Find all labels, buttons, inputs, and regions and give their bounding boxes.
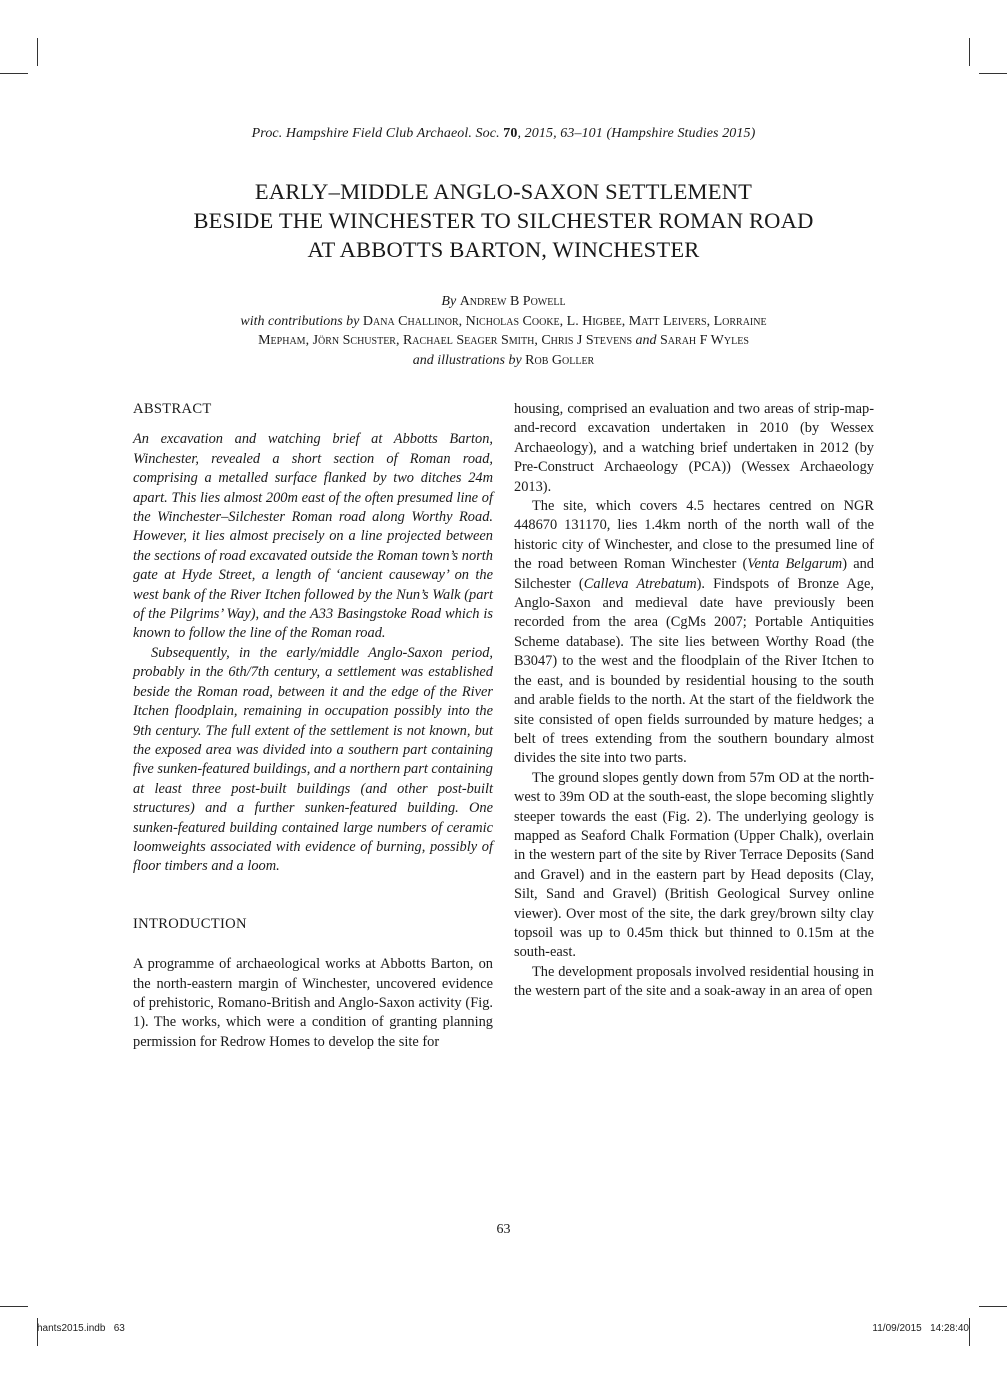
body-paragraph: A programme of archaeological works at Abbotts Barton, on the north-eastern margin of Winchester, uncovered evidence of prehistoric, Romano-British and Anglo-Saxon activity (Fig. 1). The works, which were a condition of granting planning permission for Redrow Homes to develop the site for (133, 956, 493, 1050)
volume-number: 70 (503, 126, 518, 141)
by-label: By (441, 294, 457, 309)
title-line: BESIDE THE WINCHESTER TO SILCHESTER ROMAN ROAD (193, 208, 814, 233)
crop-mark (979, 73, 1007, 74)
latin-name: Calleva Atrebatum (583, 575, 697, 592)
body-paragraph: The ground slopes gently down from 57m OD at the north-west to 39m OD at the south-east, the slope becoming slightly steeper towards the east (Fig. 2). The underlying geology is mapped as Seaford Chalk Formation (Upper Chalk), overlain in the western part of the site by River Terrace Deposits (Sand and Gravel) and in the eastern part by Head deposits (Clay, Silt, Sand and Gravel) (British Geological Survey online viewer). Over most of the site, the dark grey/brown silty clay topsoil was up to 0.45m thick but thinned to 0.15m at the south-east. (514, 769, 874, 961)
title-line: AT ABBOTTS BARTON, WINCHESTER (307, 237, 700, 262)
left-column (133, 400, 493, 1052)
abstract-body (133, 430, 493, 876)
latin-name: Venta Belgarum (747, 556, 843, 573)
introduction-heading: INTRODUCTION (133, 915, 247, 932)
page-number: 63 (496, 1222, 511, 1237)
running-head (0, 126, 1007, 142)
body-paragraph: The site, which covers 4.5 hectares centred on NGR 448670 131170, lies 1.4km north of the north wall of the historic city of Winchester, and close to the presumed line of the road between Roman Winchester (Venta Belgarum) and Silchester (Calleva Atrebatum). Findspots of Bronze Age, Anglo-Saxon and medieval date have previously been recorded from the area (CgMs 2007; Portable Antiquities Scheme database). The site lies between Worthy Road (the B3047) to the west and the floodplain of the River Itchen to the east, and is bounded by residential housing to the south and arable fields to the north. At the start of the fieldwork the site consisted of open fields surrounded by mature hedges; a belt of trees extending from the southern boundary almost divides the site into two parts. (514, 498, 874, 767)
right-column (514, 400, 874, 1002)
crop-mark (0, 73, 28, 74)
contributors-list: Sarah F Wyles (660, 333, 749, 348)
journal-name: Proc. Hampshire Field Club Archaeol. Soc. (251, 126, 500, 141)
issue-details: , 2015, 63–101 (Hampshire Studies 2015) (517, 126, 756, 141)
and-label: and (635, 333, 657, 348)
print-timestamp: 11/09/2015 14:28:40 (872, 1323, 969, 1334)
abstract-paragraph: Subsequently, in the early/middle Anglo-Saxon period, probably in the 6th/7th century, a settlement was established beside the Roman road, between it and the edge of the River Itchen floodplain, remaining in occupation possibly into the 9th century. The full extent of the settlement is not known, but the exposed area was divided into a southern part containing five sunken-featured buildings, and a northern part containing at least three post-built buildings (and other post-built structures) and a further sunken-featured building. One sunken-featured building contained large numbers of ceramic loomweights associated with evidence of burning, possibly of floor timbers and a loom. (133, 644, 493, 875)
print-file-slug: hants2015.indb 63 (37, 1323, 125, 1334)
article-title (80, 177, 927, 264)
contributors-list: Dana Challinor, Nicholas Cooke, L. Higbee, Matt Leivers, Lorraine (362, 313, 767, 329)
abstract-paragraph: An excavation and watching brief at Abbotts Barton, Winchester, revealed a short section of Roman road, comprising a metalled surface flanked by two ditches 24m apart. This lies almost 200m east of the often presumed line of the Winchester–Silchester Roman road along Worthy Road. However, it lies almost precisely on a line projected between the sections of road excavated outside the Roman town’s north gate at Hyde Street, a length of ‘ancient causeway’ on the west bank of the River Itchen followed by the Nun’s Walk (part of the Pilgrims’ Way), and the A33 Basingstoke Road which is known to follow the line of the Roman road. (133, 431, 493, 642)
crop-mark (969, 38, 970, 66)
crop-mark (0, 1306, 28, 1307)
author-name: Andrew B Powell (459, 294, 566, 309)
illustrations-label: and illustrations by (412, 352, 522, 368)
crop-mark (969, 1318, 970, 1346)
byline (110, 292, 897, 370)
illustrator-name: Rob Goller (525, 352, 595, 368)
contributors-list: Mepham, Jörn Schuster, Rachael Seager Smith, Chris J Stevens (258, 333, 633, 348)
body-paragraph: The development proposals involved residential housing in the western part of the site and a soak-away in an area of open (514, 963, 874, 1000)
title-line: EARLY–MIDDLE ANGLO-SAXON SETTLEMENT (254, 179, 753, 204)
contributors-label: with contributions by (240, 313, 360, 329)
crop-mark (979, 1306, 1007, 1307)
abstract-heading: ABSTRACT (133, 401, 212, 417)
body-paragraph: housing, comprised an evaluation and two areas of strip-map-and-record excavation undertaken in 2010 (by Wessex Archaeology), and a watching brief undertaken in 2012 (by Pre-Construct Archaeology (PCA)) (Wessex Archaeology 2013). (514, 401, 874, 495)
crop-mark (37, 38, 38, 66)
